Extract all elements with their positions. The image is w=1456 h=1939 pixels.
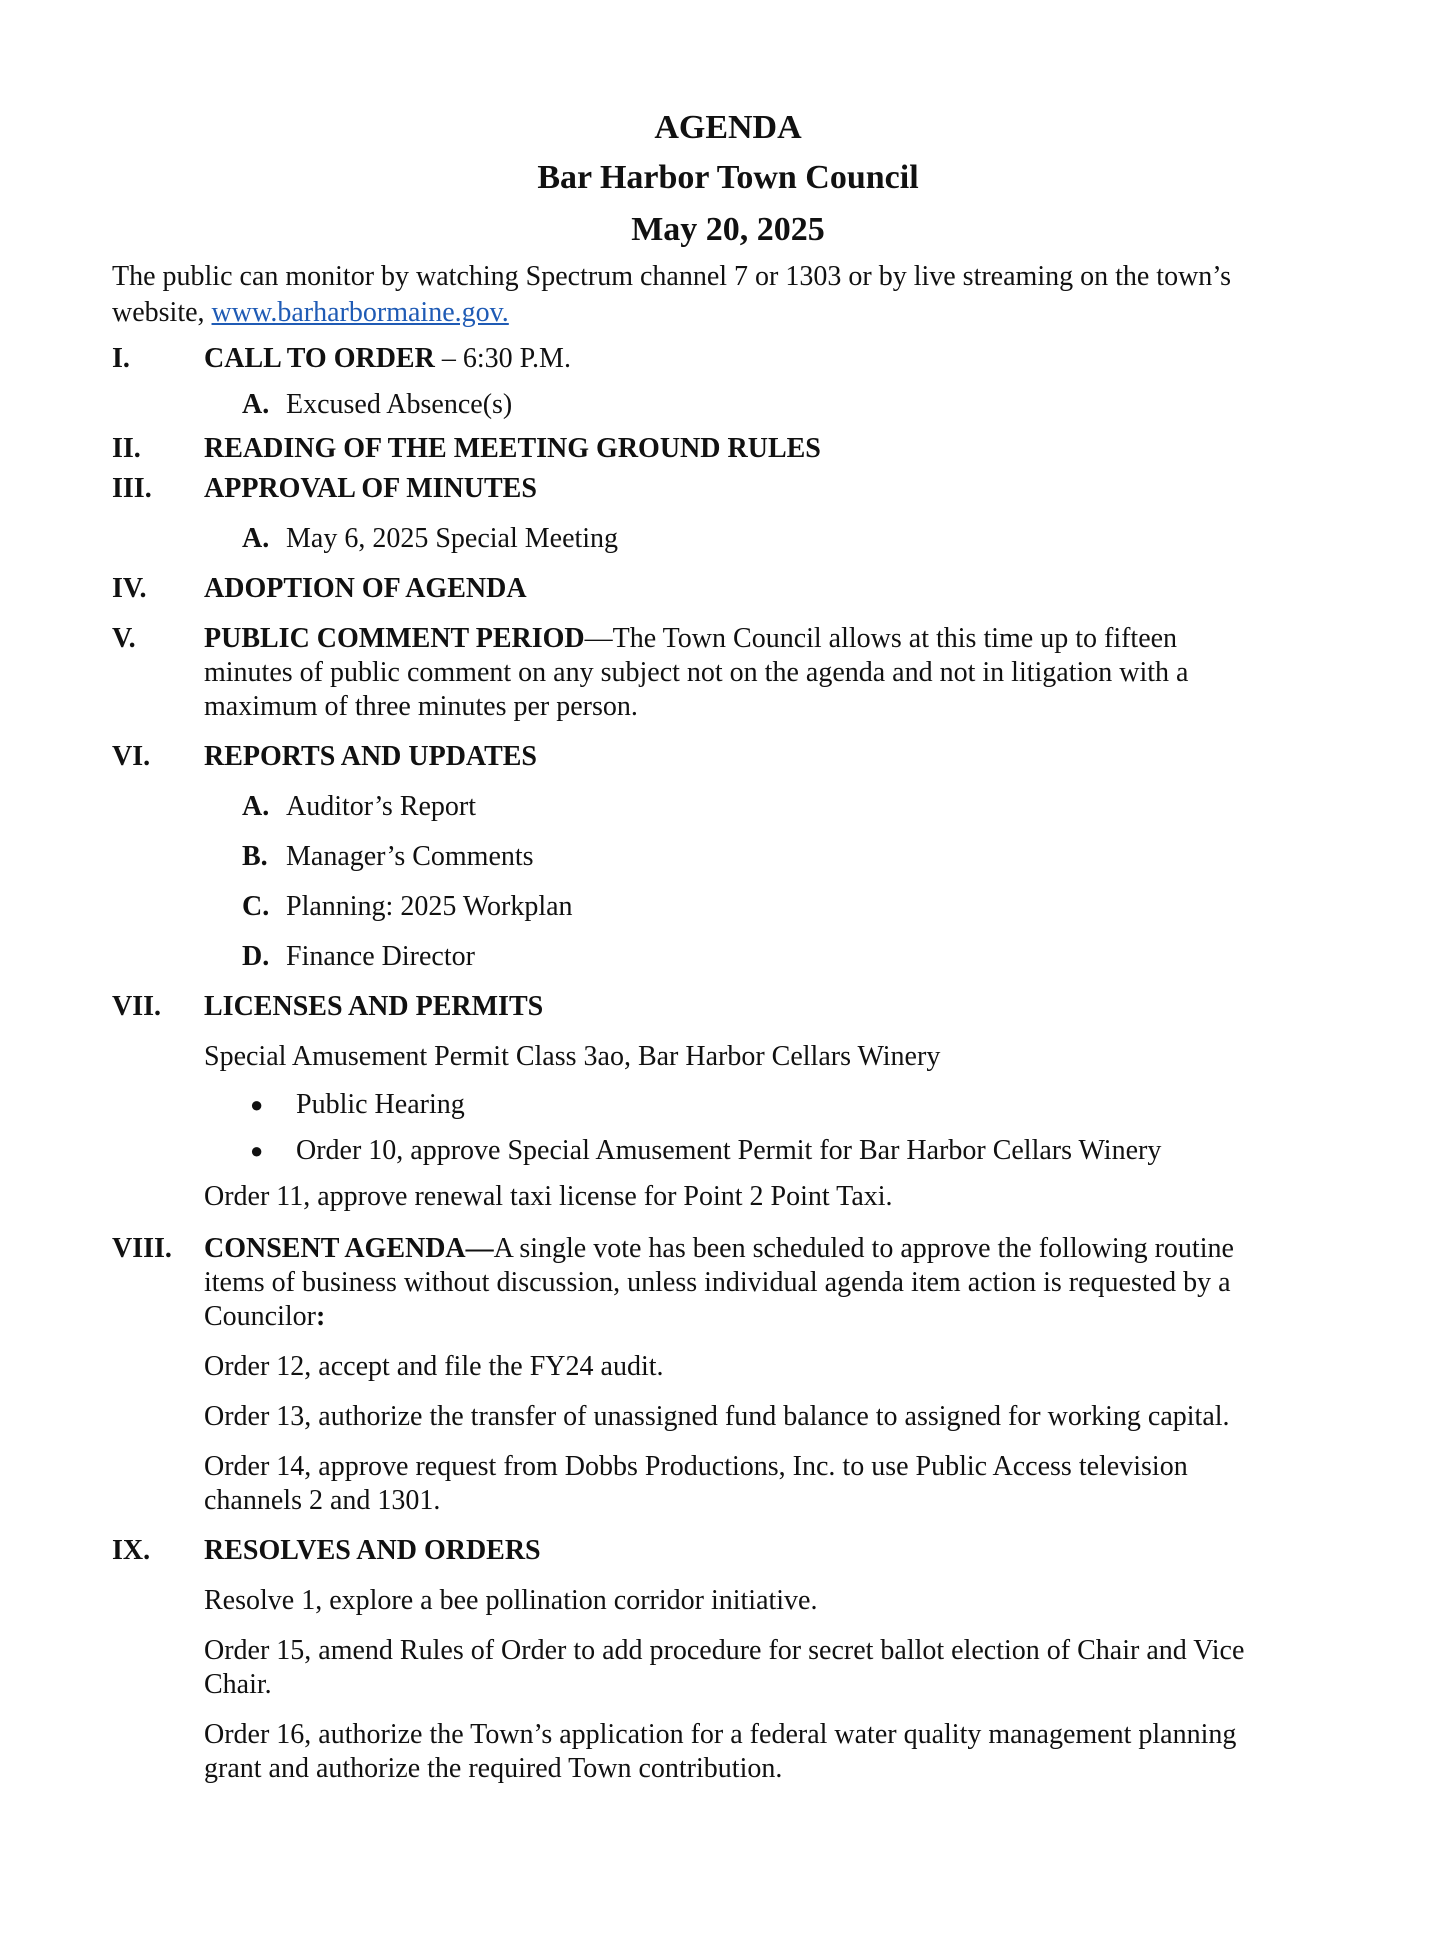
section-text: —The Town Council allows at this time up to fifteen <box>584 623 1178 654</box>
section-title: PUBLIC COMMENT PERIOD <box>204 623 585 654</box>
town-website-link[interactable]: www.barharbormaine.gov. <box>211 297 509 328</box>
order-14-line-1: Order 14, approve request from Dobbs Productions, Inc. to use Public Access television <box>204 1451 1188 1482</box>
section-resolves-and-orders: RESOLVES AND ORDERS <box>204 1535 541 1566</box>
bullet-order-10: Order 10, approve Special Amusement Permit for Bar Harbor Cellars Winery <box>296 1135 1162 1166</box>
public-comment-line-2: minutes of public comment on any subject not on the agenda and not in litigation with a <box>204 657 1189 688</box>
section-number-ix: IX. <box>112 1535 151 1566</box>
section-time: – 6:30 P.M. <box>434 343 571 374</box>
intro-website-prefix: website, <box>112 297 212 328</box>
council-name: Bar Harbor Town Council <box>537 159 919 196</box>
section-number-i: I. <box>112 343 130 374</box>
item-letter: D. <box>242 941 270 972</box>
order-16-line-1: Order 16, authorize the Town’s application for a federal water quality management planning <box>204 1719 1237 1750</box>
order-15-line-1: Order 15, amend Rules of Order to add procedure for secret ballot election of Chair and Vice <box>204 1635 1245 1666</box>
bullet-public-hearing: Public Hearing <box>296 1089 465 1120</box>
consent-agenda-line-3 <box>204 1300 325 1334</box>
order-11: Order 11, approve renewal taxi license for Point 2 Point Taxi. <box>204 1181 893 1212</box>
consent-agenda-line-2: items of business without discussion, unless individual agenda item action is requested by a <box>204 1267 1231 1298</box>
item-finance-director: Finance Director <box>286 941 475 972</box>
item-planning-workplan: Planning: 2025 Workplan <box>286 891 573 922</box>
item-letter: A. <box>242 523 270 554</box>
bullet-icon: ● <box>250 1138 264 1163</box>
agenda-title: AGENDA <box>654 109 802 146</box>
intro-line-1: The public can monitor by watching Spectrum channel 7 or 1303 or by live streaming on the town’s <box>112 261 1231 292</box>
section-number-ii: II. <box>112 433 141 464</box>
section-adoption-of-agenda: ADOPTION OF AGENDA <box>204 573 527 604</box>
item-letter: A. <box>242 389 270 420</box>
section-number-vi: VI. <box>112 741 151 772</box>
section-title: CONSENT AGENDA— <box>204 1233 494 1264</box>
order-16-line-2: grant and authorize the required Town contribution. <box>204 1753 783 1784</box>
order-12: Order 12, accept and file the FY24 audit. <box>204 1351 664 1382</box>
section-consent-agenda <box>204 1232 1234 1266</box>
item-minutes-may-6: May 6, 2025 Special Meeting <box>286 523 619 554</box>
resolve-1: Resolve 1, explore a bee pollination corridor initiative. <box>204 1585 818 1616</box>
section-number-iv: IV. <box>112 573 147 604</box>
item-letter: C. <box>242 891 270 922</box>
colon: : <box>316 1301 326 1332</box>
section-number-vii: VII. <box>112 991 162 1022</box>
intro-line-2 <box>112 296 509 330</box>
public-comment-line-3: maximum of three minutes per person. <box>204 691 638 722</box>
bullet-icon: ● <box>250 1092 264 1117</box>
item-auditors-report: Auditor’s Report <box>286 791 477 822</box>
section-call-to-order <box>204 342 571 376</box>
item-managers-comments: Manager’s Comments <box>286 841 534 872</box>
section-title: CALL TO ORDER <box>204 343 435 374</box>
item-excused-absences: Excused Absence(s) <box>286 389 513 420</box>
section-public-comment <box>204 622 1177 656</box>
item-letter: A. <box>242 791 270 822</box>
councilor-word: Councilor <box>204 1301 316 1332</box>
item-letter: B. <box>242 841 268 872</box>
order-15-line-2: Chair. <box>204 1669 272 1700</box>
order-14-line-2: channels 2 and 1301. <box>204 1485 441 1516</box>
section-number-iii: III. <box>112 473 152 504</box>
section-reports-and-updates: REPORTS AND UPDATES <box>204 741 537 772</box>
meeting-date: May 20, 2025 <box>631 211 825 248</box>
special-amusement-permit: Special Amusement Permit Class 3ao, Bar Harbor Cellars Winery <box>204 1041 941 1072</box>
order-13: Order 13, authorize the transfer of unassigned fund balance to assigned for working capital. <box>204 1401 1230 1432</box>
section-text: A single vote has been scheduled to approve the following routine <box>493 1233 1234 1264</box>
section-ground-rules: READING OF THE MEETING GROUND RULES <box>204 433 821 464</box>
section-number-viii: VIII. <box>112 1233 172 1264</box>
section-licenses-and-permits: LICENSES AND PERMITS <box>204 991 544 1022</box>
section-approval-of-minutes: APPROVAL OF MINUTES <box>204 473 537 504</box>
section-number-v: V. <box>112 623 136 654</box>
